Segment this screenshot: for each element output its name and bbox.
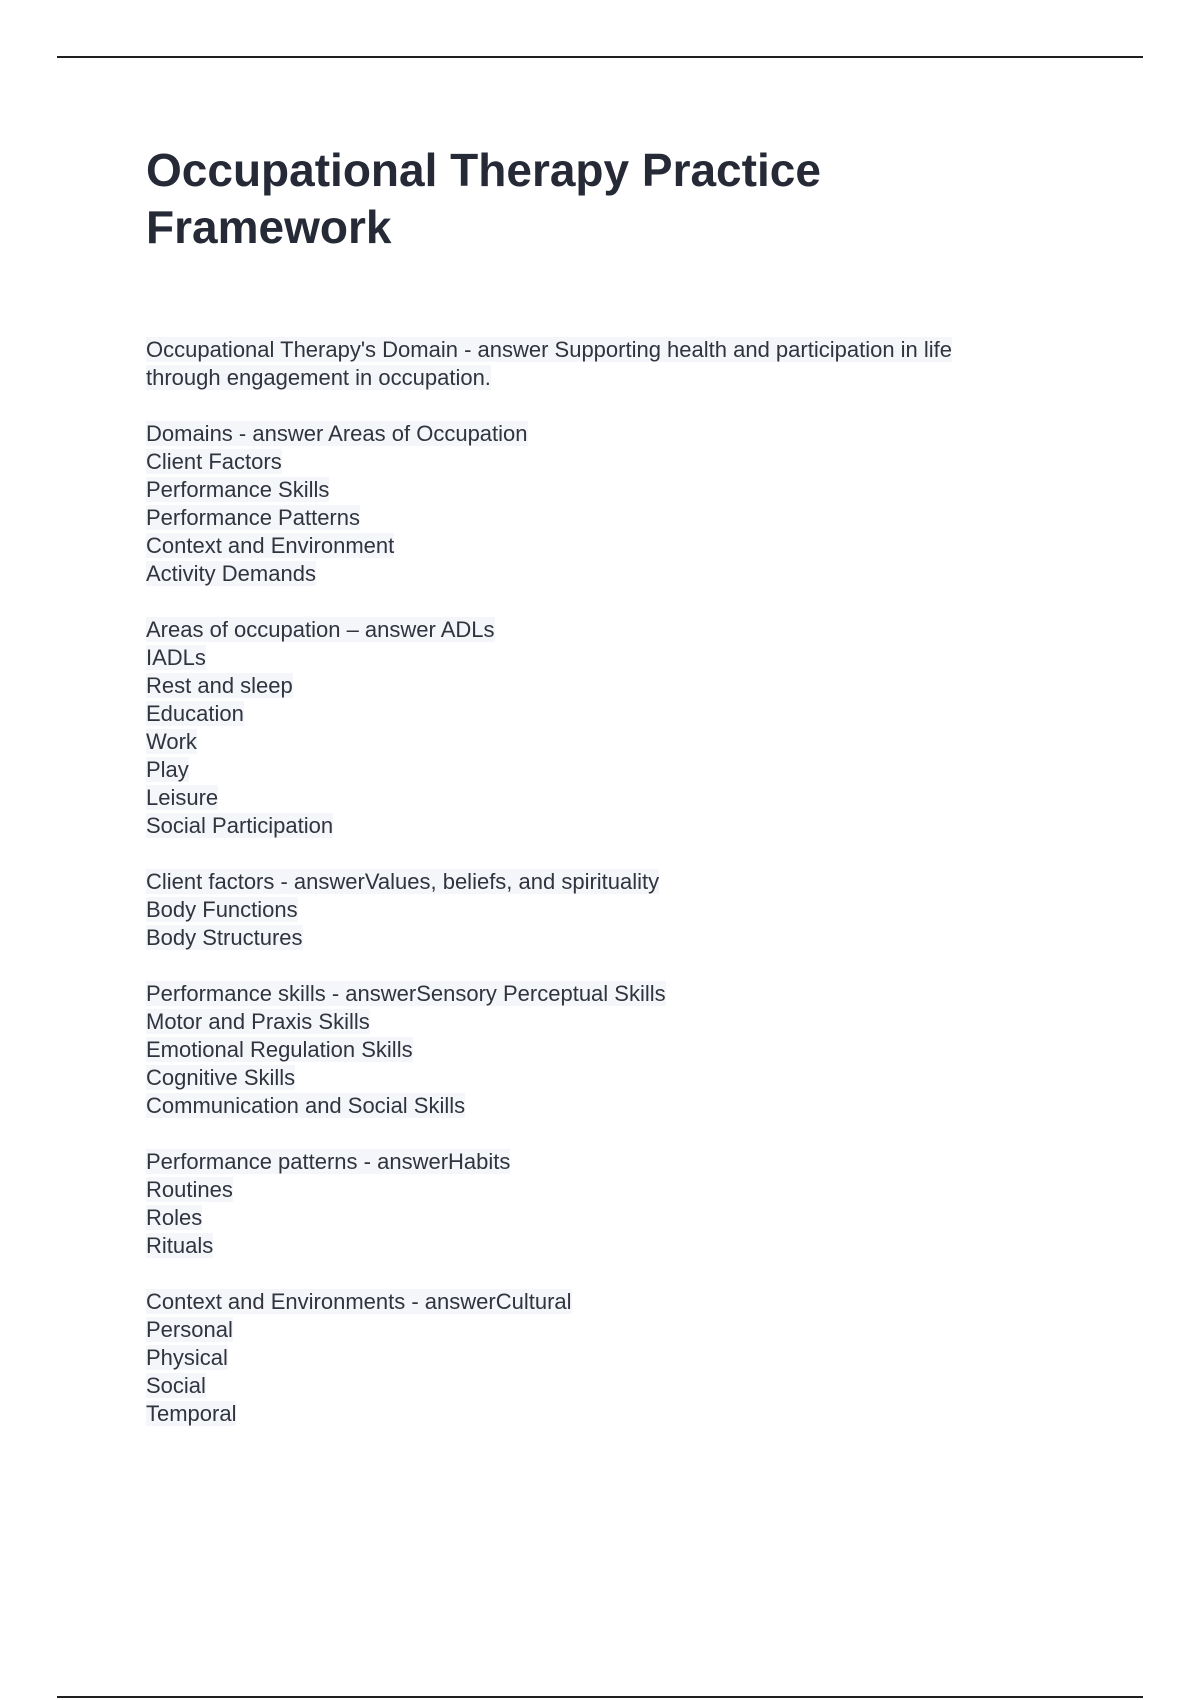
text-line [146,504,1076,532]
text-line-content: Body Structures [146,925,303,950]
text-line-content: Social [146,1373,206,1398]
text-block [146,980,1076,1120]
text-line [146,1036,1076,1064]
text-line [146,924,1076,952]
text-line-content: Performance skills - answerSensory Perceptual Skills [146,981,666,1006]
text-line [146,1316,1076,1344]
text-line [146,980,1076,1008]
text-line-content: Education [146,701,244,726]
text-line [146,896,1076,924]
text-line [146,812,1076,840]
text-line-content: Rest and sleep [146,673,293,698]
text-line [146,1148,1076,1176]
text-line [146,756,1076,784]
text-line [146,644,1076,672]
text-block [146,1288,1076,1428]
text-line [146,1008,1076,1036]
text-line-content: Social Participation [146,813,334,838]
text-line-content: Activity Demands [146,561,316,586]
text-line-content: Areas of occupation – answer ADLs [146,617,495,642]
text-line [146,1232,1076,1260]
text-line-content: Emotional Regulation Skills [146,1037,413,1062]
text-line-content: Cognitive Skills [146,1065,296,1090]
text-line-content: Physical [146,1345,228,1370]
text-line [146,700,1076,728]
text-line [146,1372,1076,1400]
text-line [146,336,1076,364]
text-line [146,364,1076,392]
text-line-content: Context and Environments - answerCultural [146,1289,572,1314]
text-line-content: Play [146,757,189,782]
text-line [146,1092,1076,1120]
text-line [146,476,1076,504]
text-line [146,1064,1076,1092]
text-line-content: Performance Patterns [146,505,360,530]
text-line-content: Rituals [146,1233,214,1258]
text-line [146,784,1076,812]
text-block [146,616,1076,840]
text-block [146,420,1076,588]
text-block [146,1148,1076,1260]
text-line [146,1400,1076,1428]
text-line-content: Performance Skills [146,477,330,502]
document-body [146,336,1076,1428]
text-line [146,868,1076,896]
text-block [146,336,1076,392]
text-line [146,728,1076,756]
text-line-content: Personal [146,1317,233,1342]
text-line-content: Domains - answer Areas of Occupation [146,421,528,446]
text-line [146,1176,1076,1204]
text-line-content: Routines [146,1177,233,1202]
text-line-content: Work [146,729,197,754]
text-line [146,420,1076,448]
text-line [146,1344,1076,1372]
text-line [146,560,1076,588]
text-line-content: Motor and Praxis Skills [146,1009,370,1034]
text-line-content: Performance patterns - answerHabits [146,1149,511,1174]
text-line [146,532,1076,560]
text-line [146,448,1076,476]
text-line [146,1288,1076,1316]
text-line-content: Leisure [146,785,219,810]
text-line-content: Temporal [146,1401,237,1426]
text-line-content: Client factors - answerValues, beliefs, and spirituality [146,869,660,894]
document-content [146,142,1076,1456]
text-line-content: Occupational Therapy's Domain - answer Supporting health and participation in life [146,337,953,362]
text-line-content: IADLs [146,645,206,670]
text-line [146,1204,1076,1232]
text-line-content: Roles [146,1205,203,1230]
page-title: Occupational Therapy Practice Framework [146,144,821,253]
text-line [146,672,1076,700]
top-divider [57,56,1143,58]
text-line-content: Context and Environment [146,533,395,558]
text-line-content: Communication and Social Skills [146,1093,466,1118]
text-line-content: through engagement in occupation. [146,365,491,390]
bottom-divider [57,1696,1143,1698]
text-line-content: Body Functions [146,897,298,922]
text-line [146,616,1076,644]
text-block [146,868,1076,952]
text-line-content: Client Factors [146,449,282,474]
